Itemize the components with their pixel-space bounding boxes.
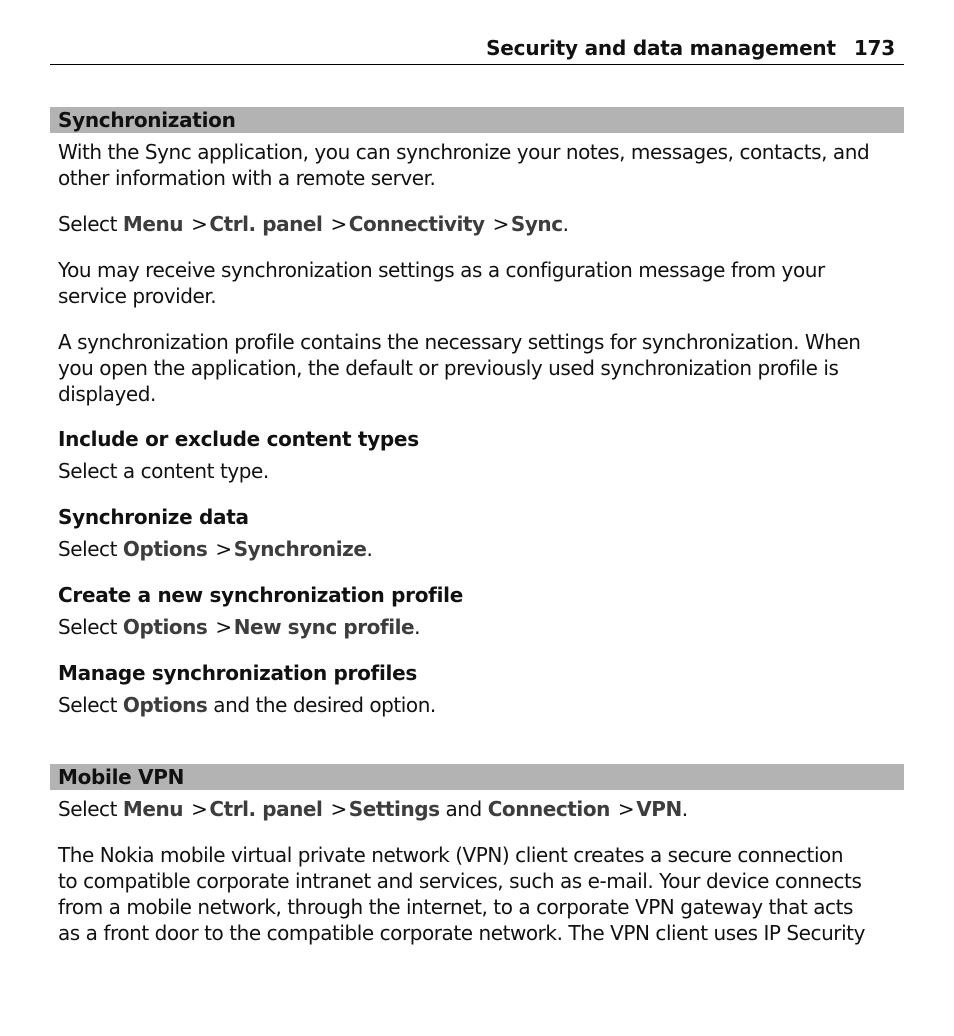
sync-intro-paragraph [58,139,904,191]
menu-item: Menu [122,797,184,821]
text-line: to compatible corporate intranet and services, such as e-mail. Your device connects [58,869,862,893]
menu-item: Ctrl. panel [209,212,323,236]
page-header [50,34,904,65]
menu-item: Synchronize [233,537,367,561]
sync-menu-path: Select Menu > Ctrl. panel > Connectivity > Sync. [58,212,569,236]
running-header [486,36,895,60]
text-line: displayed. [58,382,156,406]
section-title-mobile-vpn: Mobile VPN [50,764,904,790]
subheading-manage-profiles: Manage synchronization profiles [58,661,417,685]
text-line: from a mobile network, through the internet, to a corporate VPN gateway that acts [58,895,853,919]
menu-item: Menu [122,212,184,236]
section-title-synchronization: Synchronization [50,107,904,133]
header-title: Security and data management [486,36,836,60]
subheading-synchronize-data: Synchronize data [58,505,249,529]
text-line: you open the application, the default or previously used synchronization profile is [58,356,839,380]
menu-item: Options [122,615,208,639]
menu-item: Sync [510,212,563,236]
menu-item: VPN [636,797,682,821]
vpn-menu-path: Select Menu > Ctrl. panel > Settings and Connection > VPN. [58,797,688,821]
manage-profiles-path: Select Options and the desired option. [58,693,436,717]
text-line: A synchronization profile contains the necessary settings for synchronization. When [58,330,861,354]
page-number: 173 [853,36,895,60]
sync-config-paragraph [58,257,904,309]
text-line: The Nokia mobile virtual private network (VPN) client creates a secure connection [58,843,844,867]
synchronize-data-path: Select Options > Synchronize. [58,537,373,561]
menu-item: Options [122,537,208,561]
menu-item: Connectivity [348,212,485,236]
menu-item: Settings [348,797,440,821]
sync-profile-paragraph [58,329,904,407]
text-line: service provider. [58,284,217,308]
subheading-include-exclude: Include or exclude content types [58,427,419,451]
subheading-create-profile: Create a new synchronization profile [58,583,463,607]
text-line: as a front door to the compatible corporate network. The VPN client uses IP Security [58,921,865,945]
menu-item: Connection [487,797,610,821]
text-line: With the Sync application, you can synchronize your notes, messages, contacts, and [58,140,870,164]
menu-item: Options [122,693,208,717]
text-line: other information with a remote server. [58,166,436,190]
create-profile-path: Select Options > New sync profile. [58,615,421,639]
vpn-body-paragraph [58,842,904,946]
text-line: You may receive synchronization settings as a configuration message from your [58,258,825,282]
menu-item: Ctrl. panel [209,797,323,821]
include-exclude-text: Select a content type. [58,459,269,483]
menu-item: New sync profile [233,615,415,639]
